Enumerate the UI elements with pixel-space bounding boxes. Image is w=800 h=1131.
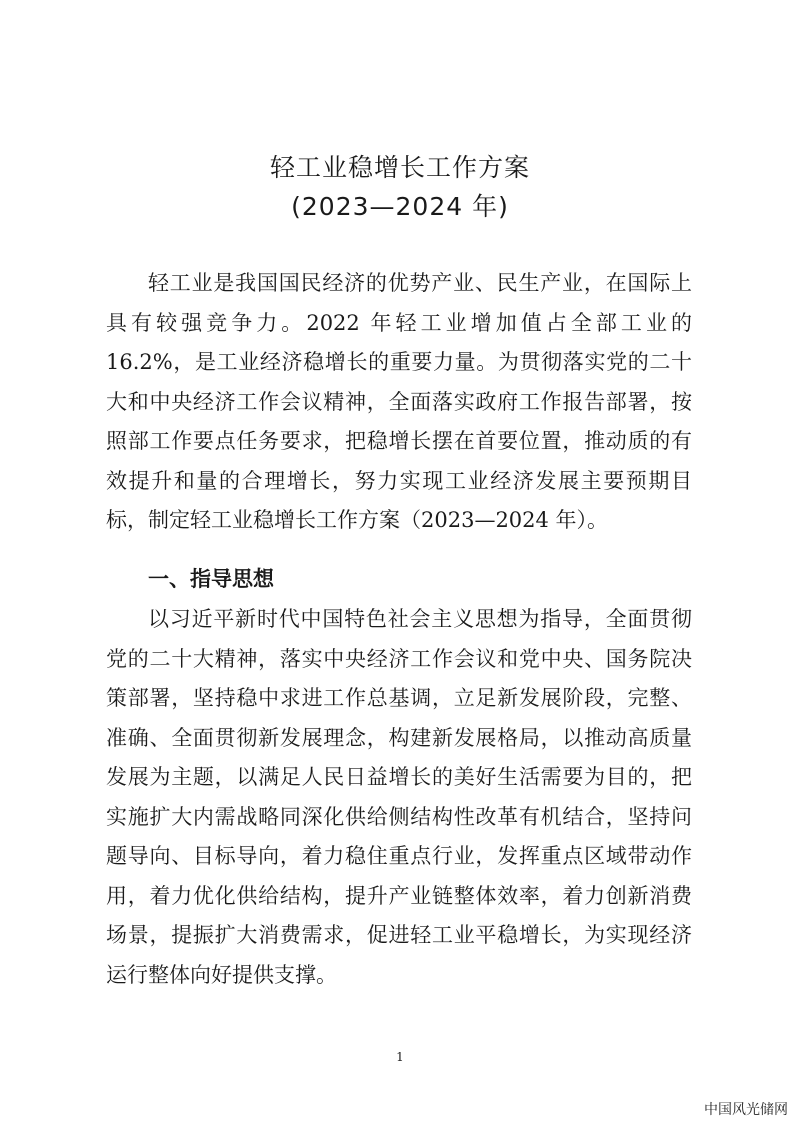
document-title: 轻工业稳增长工作方案 — [269, 153, 530, 182]
page-number: 1 — [396, 1050, 404, 1064]
section1-heading-wrapper — [106, 560, 692, 600]
intro-paragraph: 轻工业是我国国民经济的优势产业、民生产业，在国际上具有较强竞争力。2022 年轻工业增加值占全部工业的16.2%，是工业经济稳增长的重要力量。为贯彻落实党的二十大和中央经济工作会议精神，全面落实政府工作报告部署，按照部工作要点任务要求，把稳增长摆在首要位置，推动质的有效提升和量的合理增长，努力实现工业经济发展主要预期目标，制定轻工业稳增长工作方案（2023—2024 年）。 — [106, 271, 692, 532]
document-subtitle-years: (2023—2024 年) — [291, 192, 509, 221]
section1-heading: 一、指导思想 — [148, 567, 274, 591]
section1-paragraph: 以习近平新时代中国特色社会主义思想为指导，全面贯彻党的二十大精神，落实中央经济工作会议和党中央、国务院决策部署，坚持稳中求进工作总基调，立足新发展阶段，完整、准确、全面贯彻新发展理念，构建新发展格局，以推动高质量发展为主题，以满足人民日益增长的美好生活需要为目的，把实施扩大内需战略同深化供给侧结构性改革有机结合，坚持问题导向、目标导向，着力稳住重点行业，发挥重点区域带动作用，着力优化供给结构，提升产业链整体效率，着力创新消费场景，提振扩大消费需求，促进轻工业平稳增长，为实现经济运行整体向好提供支撑。 — [106, 607, 692, 987]
site-watermark: 中国风光储网 — [704, 1102, 788, 1118]
intro-section — [106, 264, 692, 541]
section1-body — [106, 600, 692, 995]
